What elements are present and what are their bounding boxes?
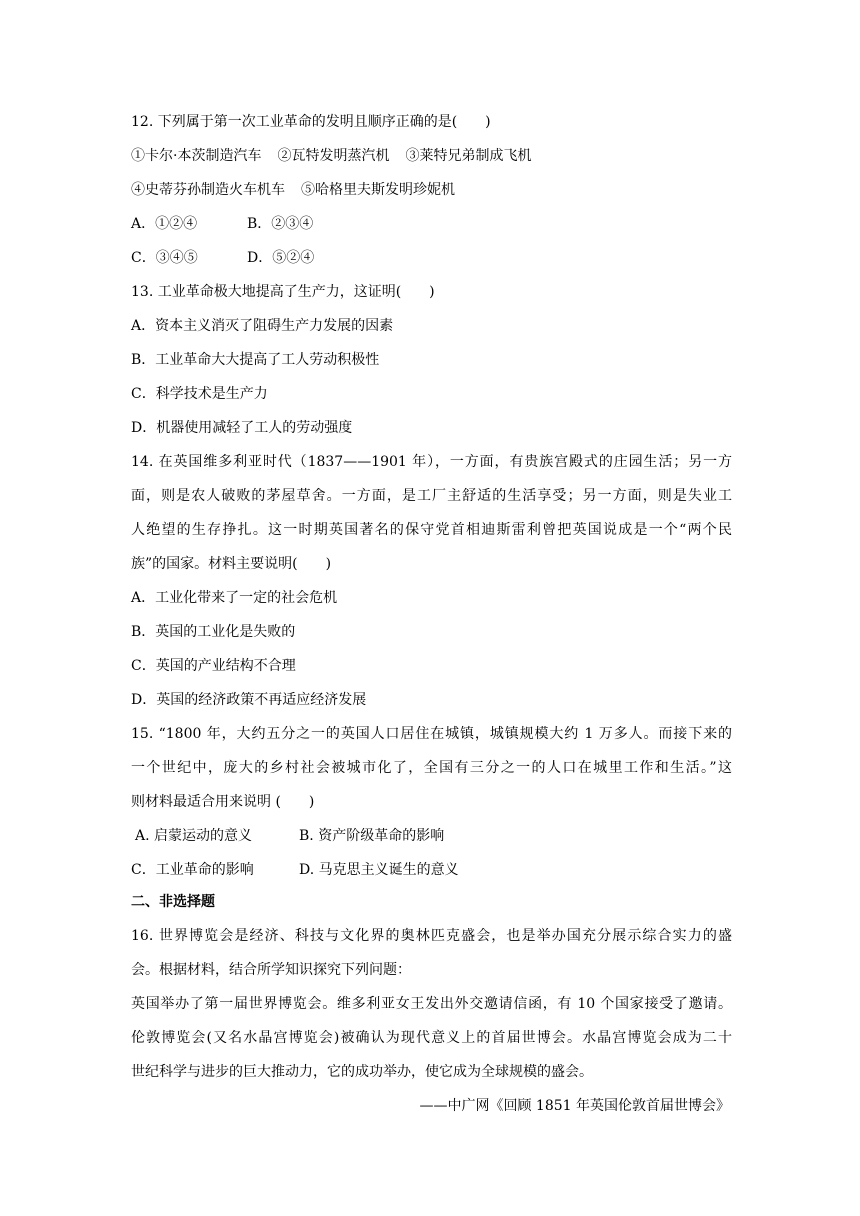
q15-option-c: C．工业革命的影响 <box>131 862 254 878</box>
q13-stem: 13. 工业革命极大地提高了生产力，这证明( ) <box>131 284 435 300</box>
q14-stem-line-4: 族”的国家。材料主要说明( ) <box>131 556 332 572</box>
q13-option-d: D．机器使用减轻了工人的劳动强度 <box>131 420 353 436</box>
q14-option-c: C．英国的产业结构不合理 <box>131 658 296 674</box>
q16-stem-line-1: 16. 世界博览会是经济、科技与文化界的奥林匹克盛会，也是举办国充分展示综合实力的盛 <box>131 928 732 944</box>
q12-item-1: ①卡尔·本茨制造汽车 <box>131 148 262 164</box>
q15-stem-line-2: 一个世纪中，庞大的乡村社会被城市化了，全国有三分之一的人口在城里工作和生活。”这 <box>131 760 732 776</box>
q14-option-b: B．英国的工业化是失败的 <box>131 624 296 640</box>
q15-options-row1 <box>131 826 444 846</box>
q12-options-row1 <box>131 214 313 234</box>
q16-stem-line-2: 会。根据材料，结合所学知识探究下列问题： <box>131 962 411 978</box>
q16-material-line-3: 世纪科学与进步的巨大推动力，它的成功举办，使它成为全球规模的盛会。 <box>131 1064 593 1080</box>
q12-stem: 12. 下列属于第一次工业革命的发明且顺序正确的是( ) <box>131 114 491 130</box>
q14-stem-line-1: 14. 在英国维多利亚时代（1837——1901 年），一方面，有贵族宫殿式的庄园生活；另一方 <box>131 454 732 470</box>
q12-options-row2 <box>131 248 314 268</box>
q12-items-row1 <box>131 146 531 166</box>
q16-material-line-2: 伦敦博览会(又名水晶宫博览会)被确认为现代意义上的首届世博会。水晶宫博览会成为二十 <box>131 1030 732 1046</box>
q16-material-line-1: 英国举办了第一届世界博览会。维多利亚女王发出外交邀请信函，有 10 个国家接受了邀请。 <box>131 996 732 1012</box>
q15-option-a: A. 启蒙运动的意义 <box>135 828 253 844</box>
q12-item-5: ⑤哈格里夫斯发明珍妮机 <box>301 182 455 198</box>
q12-option-b: B．②③④ <box>247 216 314 232</box>
q12-items-row2 <box>131 180 455 200</box>
q14-stem-line-2: 面，则是农人破败的茅屋草舍。一方面，是工厂主舒适的生活享受；另一方面，则是失业工 <box>131 488 732 504</box>
q15-stem-line-3: 则材料最适合用来说明 ( ) <box>131 794 315 810</box>
q14-option-d: D．英国的经济政策不再适应经济发展 <box>131 692 367 708</box>
q15-options-row2 <box>131 860 459 880</box>
q15-stem-line-1: 15. “1800 年，大约五分之一的英国人口居住在城镇，城镇规模大约 1 万多人。而接下来的 <box>131 726 732 742</box>
q13-option-a: A．资本主义消灭了阻碍生产力发展的因素 <box>131 318 394 334</box>
q12-option-a: A．①②④ <box>131 216 198 232</box>
q16-source: ——中广网《回顾 1851 年英国伦敦首届世博会》 <box>419 1098 730 1114</box>
q14-stem-line-3: 人绝望的生存挣扎。这一时期英国著名的保守党首相迪斯雷利曾把英国说成是一个“两个民 <box>131 522 732 538</box>
q12-item-2: ②瓦特发明蒸汽机 <box>277 148 390 164</box>
q15-option-b: B. 资产阶级革命的影响 <box>299 828 445 844</box>
q13-option-b: B．工业革命大大提高了工人劳动积极性 <box>131 352 380 368</box>
q12-item-4: ④史蒂芬孙制造火车机车 <box>131 182 285 198</box>
q12-item-3: ③莱特兄弟制成飞机 <box>405 148 532 164</box>
section-title: 二、非选择题 <box>131 894 215 910</box>
q15-option-d: D. 马克思主义诞生的意义 <box>299 862 459 878</box>
q14-option-a: A．工业化带来了一定的社会危机 <box>131 590 338 606</box>
q12-option-d: D．⑤②④ <box>247 250 315 266</box>
q13-option-c: C．科学技术是生产力 <box>131 386 268 402</box>
q12-option-c: C．③④⑤ <box>131 250 198 266</box>
